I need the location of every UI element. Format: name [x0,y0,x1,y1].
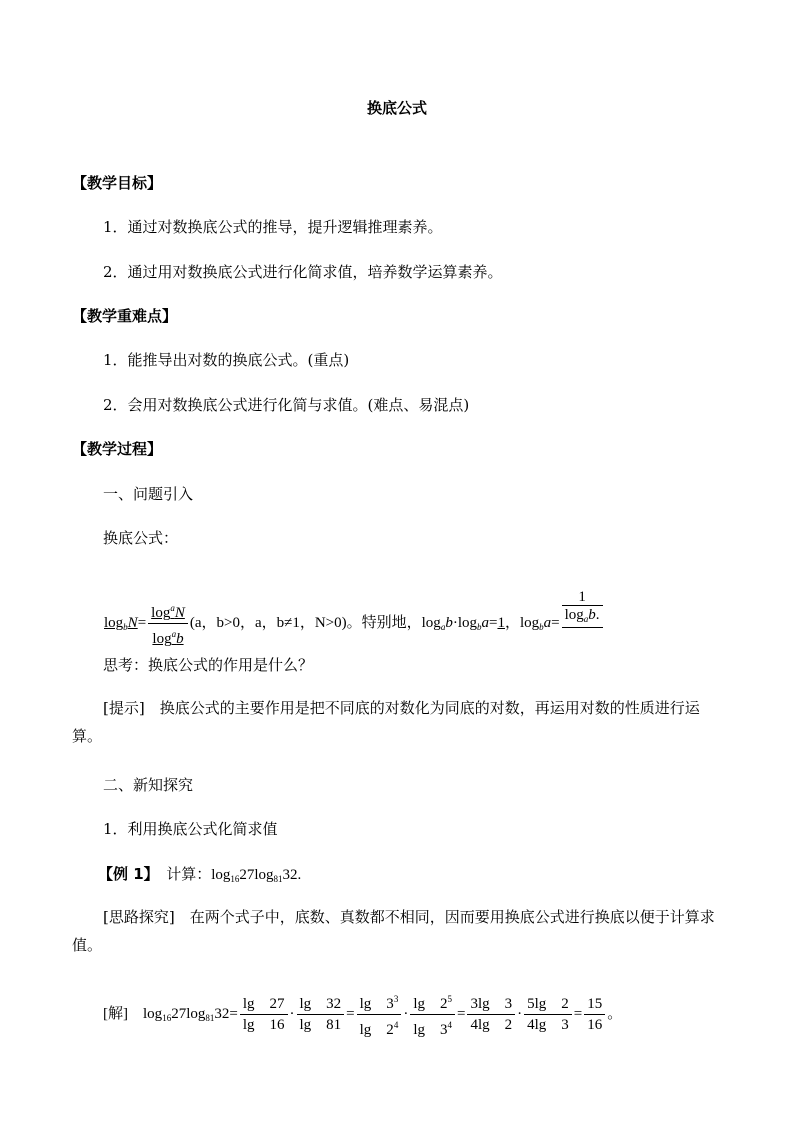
hint-paragraph [72,694,722,750]
special-case-2-fraction: $\frac{1}{\log_ab.}$ [562,590,603,628]
think-question: 思考：换底公式的作用是什么？ [103,656,314,674]
example-expression: 计算：$\log_{16}27\log_{81}32$. [166,867,302,884]
key-point-item-1: 1．能推导出对数的换底公式。(重点) [103,351,350,369]
change-of-base-formula: $\log_bN=$ $\frac{\log^aN}{\log^ab}$ (a，b>0，a，b≠1，N>0)。特别地，$\log_ab\cdot\log_ba=1$，$\log_ba=$ $\frac{1}{\log_ab.}$ [104,590,605,648]
part1-heading: 一、问题引入 [103,485,194,503]
solution-line: [解] $\log_{16}27\log_{81}32=$ $\frac{\lg 27}{\lg 16}$ · $\frac{\lg 32}{\lg 81}$ = $\frac{\lg 3^3}{\lg 2^4}$ · $\frac{\lg 2^5}{\lg 3^4}$ = $\frac{3\lg 3}{4\lg 2}$ · $\frac{5\lg 2}{4\lg 3}$ = $\frac{15}{16}$ 。 [103,990,622,1039]
solution-fraction-4: $\frac{\lg 2^5}{\lg 3^4}$ [410,990,455,1039]
goal-item-1: 1．通过对数换底公式的推导，提升逻辑推理素养。 [103,218,443,236]
solution-fraction-6: $\frac{5\lg 2}{4\lg 3}$ [524,995,572,1034]
special-case-2: $\log_ba=$ $\frac{1}{\log_ab.}$ [520,615,605,631]
idea-paragraph [72,903,722,959]
section-heading-process: 【教学过程】 [72,440,163,458]
hint-label: [提示] [103,699,145,717]
solution-fraction-3: $\frac{\lg 3^3}{\lg 2^4}$ [357,990,402,1039]
goal-item-2: 2．通过用对数换底公式进行化简求值，培养数学运算素养。 [103,263,503,281]
special-case-1: $\log_ab\cdot\log_ba=1$ [421,615,505,632]
part2-heading: 二、新知探究 [103,776,194,794]
idea-text: 在两个式子中，底数、真数都不相同，因而要用换底公式进行换底以便于计算求值。 [72,908,715,954]
page-title: 换底公式 [366,99,427,117]
section-heading-goals: 【教学目标】 [72,174,163,192]
formula-label: 换底公式： [103,529,179,547]
formula-fraction: $\frac{\log^aN}{\log^ab}$ [148,599,188,648]
solution-fraction-5: $\frac{3\lg 3}{4\lg 2}$ [467,995,515,1034]
formula-conditions: (a，b>0，a，b≠1，N>0)。特别地， [189,615,422,631]
subsection-1-heading: 1．利用换底公式化简求值 [103,820,278,838]
solution-fraction-7: $\frac{15}{16}$ [584,995,605,1034]
solution-fraction-1: $\frac{\lg 27}{\lg 16}$ [240,995,288,1034]
solution-fraction-2: $\frac{\lg 32}{\lg 81}$ [297,995,345,1034]
hint-text: 换底公式的主要作用是把不同底的对数化为同底的对数，再运用对数的性质进行运算。 [72,699,700,745]
example-1 [98,864,301,889]
idea-label: [思路探究] [103,908,175,926]
solution-label: [解] [103,1005,128,1022]
formula-lhs: $\log_bN$ [104,615,138,632]
section-heading-key-points: 【教学重难点】 [72,307,178,325]
key-point-item-2: 2．会用对数换底公式进行化简与求值。(难点、易混点) [103,396,470,414]
example-label: 【例 1】 [98,865,152,883]
